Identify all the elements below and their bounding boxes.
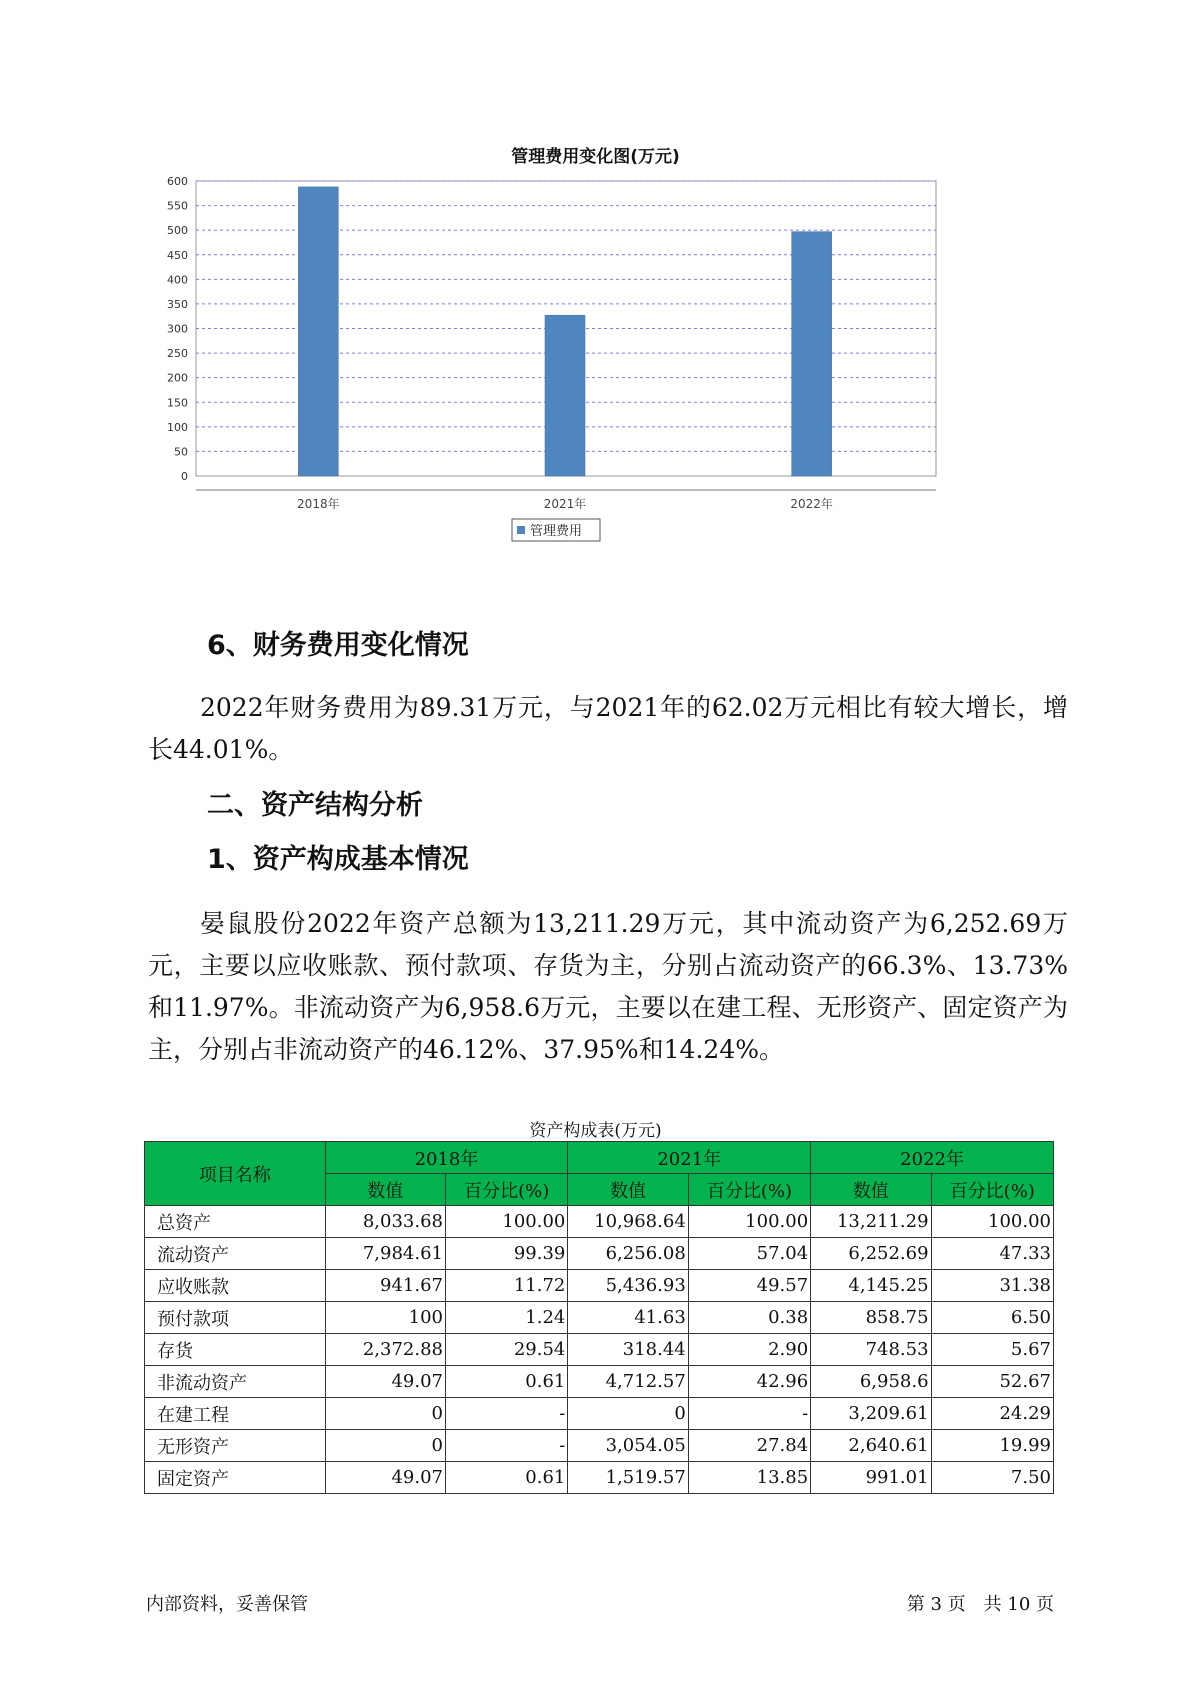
x-tick-label: 2018年 bbox=[297, 497, 340, 511]
y-tick-label: 500 bbox=[167, 224, 188, 238]
value-cell: 0 bbox=[325, 1398, 445, 1430]
value-cell: 3,054.05 bbox=[568, 1430, 688, 1462]
percent-cell: 2.90 bbox=[688, 1334, 810, 1366]
value-cell: 7,984.61 bbox=[325, 1238, 445, 1270]
percent-cell: 100.00 bbox=[931, 1206, 1053, 1238]
value-cell: 13,211.29 bbox=[811, 1206, 931, 1238]
value-cell: 41.63 bbox=[568, 1302, 688, 1334]
value-cell: 991.01 bbox=[811, 1462, 931, 1494]
percent-cell: 5.67 bbox=[931, 1334, 1053, 1366]
section-1-heading: 1、资产构成基本情况 bbox=[207, 844, 469, 875]
percent-header: 百分比(%) bbox=[445, 1174, 567, 1206]
value-cell: 2,640.61 bbox=[811, 1430, 931, 1462]
table-row bbox=[145, 1302, 1054, 1334]
value-cell: 8,033.68 bbox=[325, 1206, 445, 1238]
x-tick-label: 2021年 bbox=[543, 497, 587, 511]
percent-cell: 13.85 bbox=[688, 1462, 810, 1494]
y-tick-label: 50 bbox=[174, 445, 188, 459]
table-row bbox=[145, 1462, 1054, 1494]
percent-cell: 11.72 bbox=[445, 1270, 567, 1302]
management-expense-chart bbox=[160, 175, 1020, 595]
percent-cell: 31.38 bbox=[931, 1270, 1053, 1302]
row-label: 应收账款 bbox=[145, 1270, 326, 1302]
percent-cell: 0.61 bbox=[445, 1366, 567, 1398]
y-tick-label: 400 bbox=[167, 273, 188, 287]
percent-cell: 100.00 bbox=[445, 1206, 567, 1238]
section-6-heading: 6、财务费用变化情况 bbox=[207, 630, 469, 661]
percent-cell: 19.99 bbox=[931, 1430, 1053, 1462]
table-row bbox=[145, 1430, 1054, 1462]
value-cell: 5,436.93 bbox=[568, 1270, 688, 1302]
table-row bbox=[145, 1334, 1054, 1366]
percent-cell: 47.33 bbox=[931, 1238, 1053, 1270]
footer-confidential: 内部资料，妥善保管 bbox=[146, 1594, 308, 1615]
y-tick-label: 350 bbox=[167, 297, 188, 311]
percent-cell: 0.38 bbox=[688, 1302, 810, 1334]
percent-cell: 29.54 bbox=[445, 1334, 567, 1366]
percent-cell: - bbox=[445, 1398, 567, 1430]
year-header: 2021年 bbox=[568, 1142, 811, 1174]
item-name-header: 项目名称 bbox=[145, 1142, 326, 1206]
percent-cell: 99.39 bbox=[445, 1238, 567, 1270]
y-tick-label: 550 bbox=[167, 199, 188, 213]
value-cell: 941.67 bbox=[325, 1270, 445, 1302]
value-header: 数值 bbox=[568, 1174, 688, 1206]
percent-cell: 7.50 bbox=[931, 1462, 1053, 1494]
value-header: 数值 bbox=[325, 1174, 445, 1206]
row-label: 预付款项 bbox=[145, 1302, 326, 1334]
section-6-text: 2022年财务费用为89.31万元，与2021年的62.02万元相比有较大增长，增长44.01%。 bbox=[148, 693, 1068, 764]
y-tick-label: 0 bbox=[181, 470, 188, 483]
percent-cell: 57.04 bbox=[688, 1238, 810, 1270]
percent-header: 百分比(%) bbox=[688, 1174, 810, 1206]
percent-cell: - bbox=[445, 1430, 567, 1462]
value-cell: 0 bbox=[325, 1430, 445, 1462]
value-cell: 49.07 bbox=[325, 1462, 445, 1494]
percent-cell: 49.57 bbox=[688, 1270, 810, 1302]
table-row bbox=[145, 1398, 1054, 1430]
table-row bbox=[145, 1366, 1054, 1398]
value-cell: 49.07 bbox=[325, 1366, 445, 1398]
y-tick-label: 250 bbox=[167, 347, 188, 361]
row-label: 流动资产 bbox=[145, 1238, 326, 1270]
value-cell: 0 bbox=[568, 1398, 688, 1430]
percent-cell: 52.67 bbox=[931, 1366, 1053, 1398]
value-cell: 858.75 bbox=[811, 1302, 931, 1334]
value-cell: 6,256.08 bbox=[568, 1238, 688, 1270]
row-label: 总资产 bbox=[145, 1206, 326, 1238]
y-tick-label: 600 bbox=[167, 175, 188, 188]
year-header: 2022年 bbox=[811, 1142, 1054, 1174]
row-label: 存货 bbox=[145, 1334, 326, 1366]
section-1-text: 晏鼠股份2022年资产总额为13,211.29万元，其中流动资产为6,252.69万元，主要以应收账款、预付款项、存货为主，分别占流动资产的66.3%、13.73%和11.97%。非流动资产为6,958.6万元，主要以在建工程、无形资产、固定资产为主，分别占非流动资产的46.12%、37.95%和14.24%。 bbox=[148, 909, 1068, 1064]
legend-swatch bbox=[517, 526, 525, 534]
row-label: 固定资产 bbox=[145, 1462, 326, 1494]
percent-cell: - bbox=[688, 1398, 810, 1430]
page-number: 第 3 页 共 10 页 bbox=[906, 1594, 1054, 1615]
percent-cell: 42.96 bbox=[688, 1366, 810, 1398]
percent-header: 百分比(%) bbox=[931, 1174, 1053, 1206]
percent-cell: 1.24 bbox=[445, 1302, 567, 1334]
bar bbox=[545, 315, 585, 476]
table-row bbox=[145, 1270, 1054, 1302]
percent-cell: 100.00 bbox=[688, 1206, 810, 1238]
row-label: 在建工程 bbox=[145, 1398, 326, 1430]
bar bbox=[792, 232, 832, 476]
y-tick-label: 300 bbox=[167, 322, 188, 336]
percent-cell: 0.61 bbox=[445, 1462, 567, 1494]
y-tick-label: 450 bbox=[167, 248, 188, 262]
value-header: 数值 bbox=[811, 1174, 931, 1206]
y-tick-label: 100 bbox=[167, 420, 188, 434]
asset-structure-table bbox=[144, 1141, 1054, 1494]
value-cell: 2,372.88 bbox=[325, 1334, 445, 1366]
value-cell: 748.53 bbox=[811, 1334, 931, 1366]
table-caption: 资产构成表(万元) bbox=[529, 1121, 662, 1141]
value-cell: 3,209.61 bbox=[811, 1398, 931, 1430]
chart-title: 管理费用变化图(万元) bbox=[511, 147, 680, 167]
y-tick-label: 150 bbox=[167, 396, 188, 410]
value-cell: 6,958.6 bbox=[811, 1366, 931, 1398]
row-label: 无形资产 bbox=[145, 1430, 326, 1462]
table-body bbox=[145, 1206, 1054, 1494]
value-cell: 4,145.25 bbox=[811, 1270, 931, 1302]
part-2-heading: 二、资产结构分析 bbox=[207, 790, 423, 821]
percent-cell: 6.50 bbox=[931, 1302, 1053, 1334]
value-cell: 6,252.69 bbox=[811, 1238, 931, 1270]
value-cell: 100 bbox=[325, 1302, 445, 1334]
legend-label: 管理费用 bbox=[530, 524, 583, 539]
bar bbox=[298, 187, 338, 476]
row-label: 非流动资产 bbox=[145, 1366, 326, 1398]
value-cell: 318.44 bbox=[568, 1334, 688, 1366]
value-cell: 10,968.64 bbox=[568, 1206, 688, 1238]
percent-cell: 27.84 bbox=[688, 1430, 810, 1462]
table-row bbox=[145, 1206, 1054, 1238]
x-tick-label: 2022年 bbox=[790, 497, 833, 511]
y-tick-label: 200 bbox=[167, 371, 188, 385]
year-header: 2018年 bbox=[325, 1142, 568, 1174]
table-row bbox=[145, 1238, 1054, 1270]
value-cell: 1,519.57 bbox=[568, 1462, 688, 1494]
value-cell: 4,712.57 bbox=[568, 1366, 688, 1398]
percent-cell: 24.29 bbox=[931, 1398, 1053, 1430]
